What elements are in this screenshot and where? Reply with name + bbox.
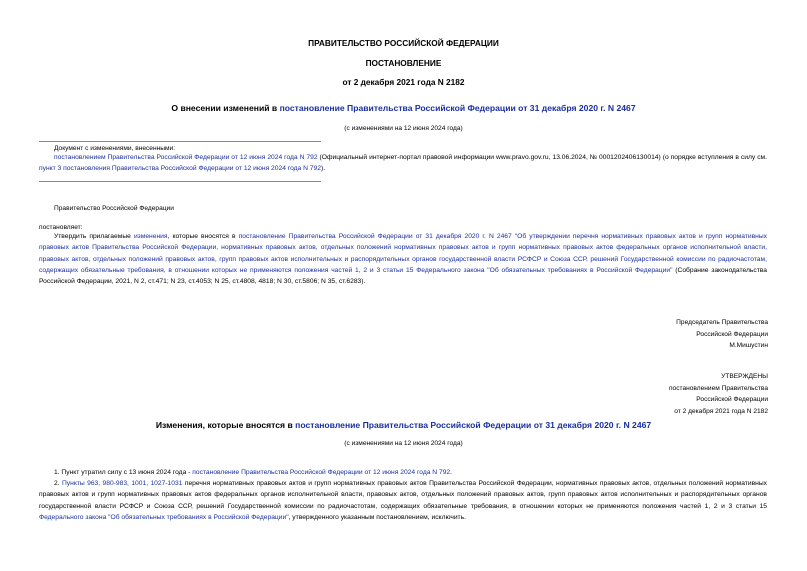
changes-text-3: ). (320, 165, 326, 173)
body-decides: постановляет: (39, 224, 83, 231)
changes-text-1: (Официальный интернет-портал правовой информации www.pravo.gov.ru, 13.06.2024, № 0001202406130014) (о порядке (317, 154, 696, 161)
item2-c: , утвержденного указанным постановлением, исключить. (288, 513, 466, 521)
title-prefix: О внесении изменений в (171, 103, 280, 113)
changes-top-rule (39, 141, 321, 142)
body-government: Правительство Российской Федерации (54, 205, 174, 212)
government-heading: ПРАВИТЕЛЬСТВО РОССИЙСКОЙ ФЕДЕРАЦИИ (308, 38, 499, 48)
approved-line-1: УТВЕРЖДЕНЫ (721, 373, 768, 380)
item2-b: перечня нормативных правовых актов и групп нормативных правовых актов Правительства Российской Федерации, нормативных правовых актов, отдельных положений нормативных правовых актов и групп нормативных правовых актов федеральных органов исполнительной власти, правовых актов, отдельных положений правовых актов, групп правовых актов исполнительных и распорядительных органов государственной власти РСФСР и Союза ССР, решений Государственной комиссии по радиочастотам, содержащих обязательные требования, в отношении которых не применяются положения частей 1, 2 и 3 статьи 15 (39, 480, 768, 510)
changes-link-point3[interactable]: пункт 3 постановления Правительства Российской Федерации от 12 июня 2024 года N 792 (39, 165, 321, 173)
item1-a: 1. Пункт утратил силу с 13 июня 2024 года - (54, 469, 193, 476)
signature-line-1: Председатель Правительства (676, 319, 768, 326)
item2-link-law[interactable]: Федерального закона "Об обязательных требованиях в Российской Федерации" (39, 513, 289, 521)
changes-link-792[interactable]: постановлением Правительства Российской Федерации от 12 июня 2024 года N 792 (54, 154, 318, 161)
changes-intro: Документ с изменениями, внесенными: (54, 145, 176, 152)
document-title (0, 103, 807, 113)
approved-line-4: от 2 декабря 2021 года N 2182 (674, 407, 768, 415)
changes-bottom-rule (39, 181, 321, 182)
appendix-title (0, 420, 807, 430)
item1-b: . (450, 469, 453, 476)
appendix-link[interactable]: постановление Правительства Российской Федерации от 31 декабря 2020 г. N 2467 (295, 420, 652, 430)
document-date: от 2 декабря 2021 года N 2182 (342, 77, 465, 87)
body-link-changes[interactable]: изменения (133, 233, 168, 240)
body-p1-a: Утвердить прилагаемые (54, 233, 134, 240)
signature-block (676, 317, 768, 352)
appendix-item-1 (39, 467, 767, 478)
item2-link-points[interactable]: Пункты 963, 980-983, 1001, 1027-1031 (61, 480, 183, 487)
changes-text (39, 152, 767, 175)
item1-link[interactable]: постановление Правительства Российской Федерации от 12 июня 2024 года N 792 (192, 469, 451, 476)
body-paragraph (39, 231, 767, 287)
item2-a: 2. (54, 480, 62, 487)
document-type: ПОСТАНОВЛЕНИЕ (365, 58, 442, 68)
body-p1-c: (Собрание законодательства Российской Федерации, 2021, N 2, ст.471; N 23, ст.4053; N 25, ст.4808, 4818; N 30, ст.5806; N 35, ст.6283). (39, 266, 767, 286)
appendix-revision: (с изменениями на 12 июня 2024 года) (344, 440, 463, 447)
body-link-2467[interactable]: постановление Правительства Российской Федерации от 31 декабря 2020 г. N 2467 "Об утверждении перечня нормативных правовых актов и групп нормативных правовых актов Правительства Российской Федерации, нормативных правовых актов, отдельных положений нормативных правовых актов и групп нормативных правовых актов федеральных органов исполнительной власти, правовых актов, отдельных положений правовых актов, групп правовых актов исполнительных и распорядительных органов государственной власти РСФСР и Союза ССР, решений Государственной комиссии по радиочастотам, содержащих обязательные требования, в отношении которых не применяются положения частей 1, 2 и 3 статьи 15 Федерального закона "Об обязательных требованиях в Российской Федерации" (39, 233, 767, 274)
approved-line-2: постановлением Правительства (668, 384, 768, 392)
approved-line-3: Российской Федерации (696, 396, 768, 403)
appendix-item-2 (39, 478, 767, 523)
title-link[interactable]: постановление Правительства Российской Федерации от 31 декабря 2020 г. N 2467 (279, 103, 636, 113)
appendix-prefix: Изменения, которые вносятся в (155, 420, 296, 430)
changes-text-2: вступления в силу см. (697, 154, 767, 161)
body-p1-b: , которые вносятся в (167, 233, 239, 240)
approved-block (669, 371, 768, 417)
signature-line-3: М.Мишустин (729, 342, 768, 349)
signature-line-2: Российской Федерации (696, 330, 768, 338)
title-revision: (с изменениями на 12 июня 2024 года) (344, 125, 463, 132)
